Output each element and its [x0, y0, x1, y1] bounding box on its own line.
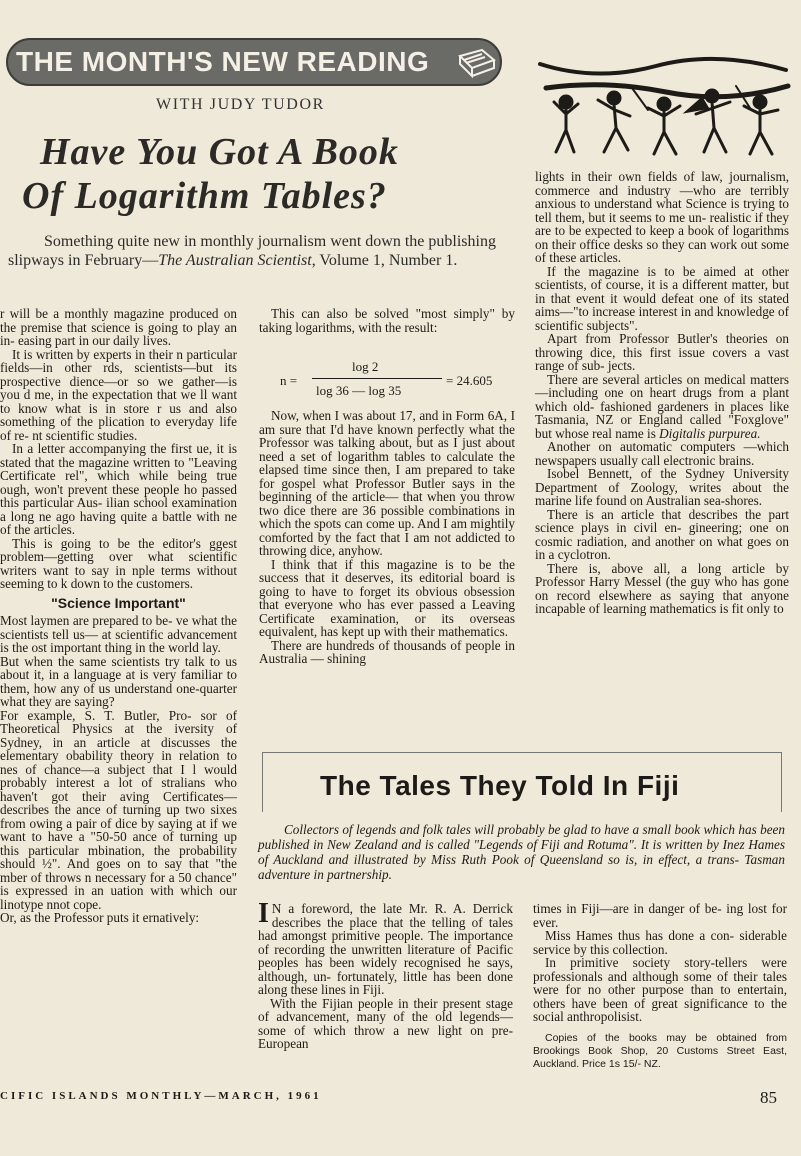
- col2-paragraph: This can also be solved "most simply" by taking logarithms, with the result:: [259, 306, 515, 335]
- fiji-standfirst: Collectors of legends and folk tales will probably be glad to have a small book which has been published in New Zealand and is called "Legends of Fiji and Rotuma". It is written by Inez Hames of Auckland and illustrated by Miss Ruth Pook of Queensland so is, in effect, a trans- Tasman adventure in partnership.: [258, 822, 785, 882]
- col2-paragraph: Now, when I was about 17, and in Form 6A, I am sure that I'd have known perfectly what the Professor was talking about, but as I just about need a set of logarithm tables to calculate the elapsed time since then, I am prepared to take for gospel what Professor Butler says in the beginning of the article— that when you throw two dice there are 36 possible combinations in which the spots can come up. And I am mightily comforted by the fact that I am not addicted to throwing dice, anyhow.: [259, 408, 515, 558]
- col1-paragraph: For example, S. T. Butler, Pro- sor of Theoretical Physics at the iversity of Sydney, in an article at discusses the elementary obability theory in relation to nes of chance—a subject that I l would probably interest a lot of stralians who haven't got their aving Certificates—describes the ance of turning up two sixes from owing a pair of dice by saying at if we want to have a "50-50 ance of turning up this particular mbination, the probability should ½". And goes on to say that "the mber of throws n necessary for a 50 chance" is expressed in an uation with which our linotype nnot cope.: [0, 707, 237, 912]
- fiji-left-column: [258, 898, 513, 1051]
- col3-paragraph: Another on automatic computers —which newspapers usually call electronic brains.: [535, 439, 789, 468]
- fiji-paragraph: Miss Hames thus has done a con- siderable service by this collection.: [533, 928, 787, 957]
- fiji-paragraph: I N a foreword, the late Mr. R. A. Derrick describes the place that the telling of tales had amongst primitive people. The importance of recording the unwritten literature of Pacific peoples has been widely recognised he says, although, un- fortunately, little has been done along these lines in Fiji.: [258, 898, 513, 997]
- fiji-paragraph: In primitive society story-tellers were professionals and although some of their tales were for no other purpose than to entertain, others have been of great significance to the social anthropolisist.: [533, 955, 787, 1024]
- fiji-paragraph: With the Fijian people in their present stage of advancement, many of the old legends—some of which throw a new light on pre-European: [258, 995, 513, 1051]
- footer-masthead: CIFIC ISLANDS MONTHLY—MARCH, 1961: [0, 1090, 322, 1102]
- tribal-figures-illustration: [536, 52, 794, 160]
- fiji-headline: The Tales They Told In Fiji: [320, 770, 680, 801]
- col1-paragraph: But when the same scientists try talk to us about it, in a language at is very familiar to them, how any of us understand one-quarter what they are saying?: [0, 653, 237, 709]
- column-3: [535, 170, 789, 616]
- logarithm-formula: n = log 2 log 36 — log 35 = 24.605: [280, 359, 493, 398]
- intro-paragraph: Something quite new in monthly journalism went down the publishing slipways in February—The Australian Scientist, Volume 1, Number 1.: [8, 233, 496, 269]
- fiji-right-column: [533, 902, 787, 1071]
- col2-paragraph: I think that if this magazine is to be the success that it deserves, its editorial board is going to have to forget its obvious obsession that everyone who has ever passed a Leaving Certificate examination, or its overseas equivalent, has kept up with their mathematics.: [259, 556, 515, 639]
- column-2-cont: [259, 409, 515, 666]
- col1-paragraph: r will be a monthly magazine produced on the premise that science is going to play an in- easing part in our daily lives.: [0, 306, 237, 348]
- col1-paragraph: Most laymen are prepared to be- ve what the scientists tell us— at scientific advancement is the ost important thing in the world lay.: [0, 613, 237, 655]
- col3-paragraph: There are several articles on medical matters—including one on heart drugs from a plant which old- fashioned gardeners in places like Tasmania, NZ or England called "Foxglove" but whose real name is Digitalis purpurea.: [535, 371, 789, 441]
- page-footer: [0, 1090, 801, 1112]
- byline: WITH JUDY TUDOR: [156, 96, 325, 113]
- drop-cap: I: [258, 898, 269, 929]
- page-number: 85: [760, 1088, 777, 1107]
- col3-paragraph: There is, above all, a long article by Professor Harry Messel (the guy who has gone on record elsewhere as saying that anyone incapable of learning mathematics is fit only to: [535, 560, 789, 616]
- col1-paragraph: This is going to be the editor's ggest problem—getting over what scientific writers want to say in nple terms without seeming to k down to the customers.: [0, 535, 237, 591]
- col3-paragraph: There is an article that describes the part science plays in civil en- gineering; one on cosmic radiation, and another on what goes on in a cyclotron.: [535, 506, 789, 562]
- fiji-paragraph: times in Fiji—are in danger of be- ing lost for ever.: [533, 901, 787, 930]
- col3-paragraph: Apart from Professor Butler's theories on throwing dice, this first issue covers a vast range of sub- jects.: [535, 331, 789, 373]
- col3-paragraph: Isobel Bennett, of the Sydney University Department of Zoology, writes about the marine life found on Australian sea-shores.: [535, 466, 789, 508]
- book-icon: [452, 46, 500, 82]
- col2-paragraph: There are hundreds of thousands of people in Australia — shining: [259, 637, 515, 666]
- subheading: "Science Important": [51, 594, 186, 611]
- column-1: [0, 307, 237, 925]
- box-rule: [262, 752, 264, 812]
- fraction-bar: [312, 378, 442, 379]
- box-rule: [781, 752, 783, 812]
- col3-paragraph: If the magazine is to be aimed at other scientists, of course, it is a different matter, but in that event it would defeat one of its stated aims—"to increase interest in and knowledge of scientific subjects".: [535, 263, 789, 333]
- availability-note: Copies of the books may be obtained from Brookings Book Shop, 20 Customs Street East, Auckland. Price 1s 15/- NZ.: [533, 1031, 787, 1070]
- headline-line-2: Of Logarithm Tables?: [22, 175, 387, 217]
- article-divider: [262, 752, 782, 754]
- column-2: [259, 307, 515, 334]
- headline-line-1: Have You Got A Book: [40, 131, 399, 173]
- col1-paragraph: It is written by experts in their n particular fields—in other rds, scientists—but its prospective dience—or so we gather—is you d me, in the expectation that we ll want to know what is in store r us and also something of the plication to everyday life of re- nt scientific studies.: [0, 346, 237, 443]
- col1-paragraph: Or, as the Professor puts it ernatively:: [0, 910, 200, 925]
- col1-paragraph: In a letter accompanying the first ue, it is stated that the magazine written to "Leaving Certificate rel", which while being true ough, won't prevent these people ho passed this particular Aus- ilian school examination a long ne ago having quite a battle with ne of the articles.: [0, 441, 237, 537]
- banner-title: THE MONTH'S NEW READING: [16, 46, 430, 77]
- col3-paragraph: lights in their own fields of law, journalism, commerce and industry —who are terribly anxious to understand what Science is trying to tell them, but it seems to me un- realistic if they are to be expected to keep a book of logarithms on their office desks so they can work out some of these articles.: [535, 169, 789, 265]
